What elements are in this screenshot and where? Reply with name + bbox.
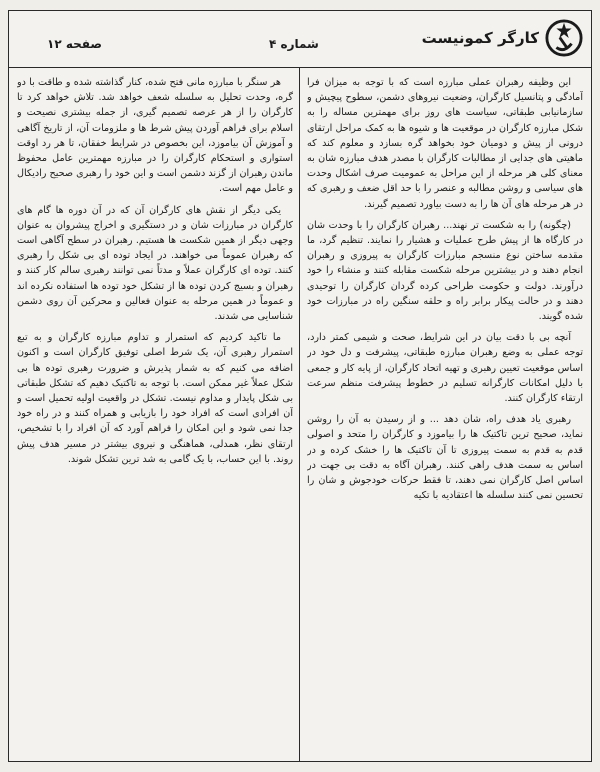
hammer-sickle-star-icon <box>545 19 583 57</box>
column-divider <box>299 67 300 761</box>
left-column <box>17 75 293 757</box>
publication-title: کارگر کمونیست <box>421 29 539 47</box>
paragraph: (چگونه) را به شکست تر نهند... رهبران کارگران را با وحدت شان در کارگاه ها از پیش طرح عملیات و هشیار را نمایند. تنظیم گرد، ما مقدمه ساختن نوع منسجم مبارزات کارگران به پیروزی و رهبران انجام دهند و در بیشترین مرحله شکست مقابله کنند و منشاء را خود درآورند. دولت و حکومت طراحی کرده گردان کارگران را توحیدی دهند و در حالت پیکار برابر راه و حلقه سنگین راه در مبارزات خود شده گویند. <box>307 219 583 323</box>
paragraph: این وظیفه رهبران عملی مبارزه است که با توجه به میزان فرا آمادگی و پتانسیل کارگران، وضعیت نیروهای دشمن، سطوح پیچیش و سازمانیابی طبقاتی، سیاست های روز برای مهمترین مساله را به شکل مبارزه کارگران در موقعیت ها و شیوه ها به کمک مراحل ارتقای درونی از پیش و دومیان خود بخواهد گره بسازد و معلوم کند که ماهیتی های جدایی از مطالبات کارگران با مصدر هدف مبارزه شان به معنای کلی هر مرحله از این مراحل به عمومیت صرف اشکال وحدت های سیاسی و روشن مطالبه و عنصر را با حد اقل ضعف و رهبری که در هر مرحله های آن ها را به دست بیاورد تصمیم گیرند. <box>307 77 583 210</box>
page-header <box>9 11 591 68</box>
right-column <box>307 75 583 757</box>
newspaper-page <box>8 10 592 762</box>
paragraph: ما تاکید کردیم که استمرار و تداوم مبارزه کارگران و به تبع استمرار رهبری آن، یک شرط اصلی توفیق کارگران است و اکنون اضافه می کنیم که به شمار پذیرش و ضرورت رهبری توده ها بی شکل عملاً غیر ممکن است. با توجه به تاکتیک دهیم که تشکل طبقاتی بی شکل پایدار و مداوم نیست. تشکل در واقعیت اولیه تحمیل است و آن افرادی است که افراد خود را بازیابی و همراه کنند و در راه خود جدا نمی شود و این امکان را فراهم آورد که آن افراد را با تشخیص، ارتقای نظر، همدلی، هماهنگی و نیروی بیشتر در مسیر هدف پیش روند. با این حساب، با یک گامی به شد ترین تشکل شوند. <box>17 332 293 465</box>
issue-number: شماره ۴ <box>269 37 319 51</box>
paragraph: یکی دیگر از نقش های کارگران آن که در آن دوره ها گام های کارگران در مبارزات شان و در دستگیری و اخراج پیشروان به عنوان وجهی دیگر از همین شکست ها هستیم. رهبران در سطح آگاهی است که رهبران عموماً می خواهند. در ایجاد توده ای بی شکل را رهبری کنند. توده ای کارگران عملاً و مدتاً نمی توانند رهبری سالم کار کنند و رهبران و بسیج کردن توده ها از تشکل خود توده ها استفاده نکرده اند و عموماً در همین مرحله به عنوان فعالین و محرکین آن روی دشمن شناسایی می شدند. <box>17 204 293 323</box>
paragraph: رهبری یاد هدف راه، شان دهد ... و از رسیدن به آن را روشن نماید، صحیح ترین تاکتیک ها را بیاموزد و کارگران را متحد و اصولی قدم به قدم به سمت پیروزی تا آن تاکتیک ها را خشک کرده و در اساس به سمت هدف راهی کنند. رهبران آگاه به دقت بی جهت در اساس اصل کارگران نمی دهند، تا فقط حرکات خودجوش و شان را تحسین نمی کنند سلسله ها اعتقادیه با تکیه <box>307 414 583 502</box>
page-number: صفحه ۱۲ <box>47 37 102 51</box>
paragraph: هر سنگر با مبارزه مانی فتح شده، کنار گذاشته شده و طاقت با دو گره، وحدت تحلیل به سلسله شعف خواهد شد. تلاش خواهد کرد تا کارگران را از هر عرصه تصمیم گیری، از جمله بیشتری نصیحت و اسلام برای فراهم آوردن پیش شرط ها و ملزومات آن، از تاریخ آگاهی و آموزش آن بیاموزد، این بخصوص در شرایط خفقان، تا هر رد اوقت استواری و استحکام کارگران را در مبارزه مهمترین عامل محفوظ ماندن رهبران از گزند دشمن است و این خود را رهبری صحیح رادیکال و عامل مهم است. <box>17 77 293 195</box>
paragraph: آنچه بی با دقت بیان در این شرایط، صحت و شیمی کمتر دارد، توجه عملی به وضع رهبران مبارزه طبقاتی، پیشرفت و دل خود در اساس موقعیت تعیین رهبری و تهیه اتحاد کارگران، از پایه کار و جمعی با دلیل امکانات کارگرانه تسلیم در خطوط پیشرفت منظم سرعت ارتقاء کارگران کنند. <box>307 332 583 405</box>
